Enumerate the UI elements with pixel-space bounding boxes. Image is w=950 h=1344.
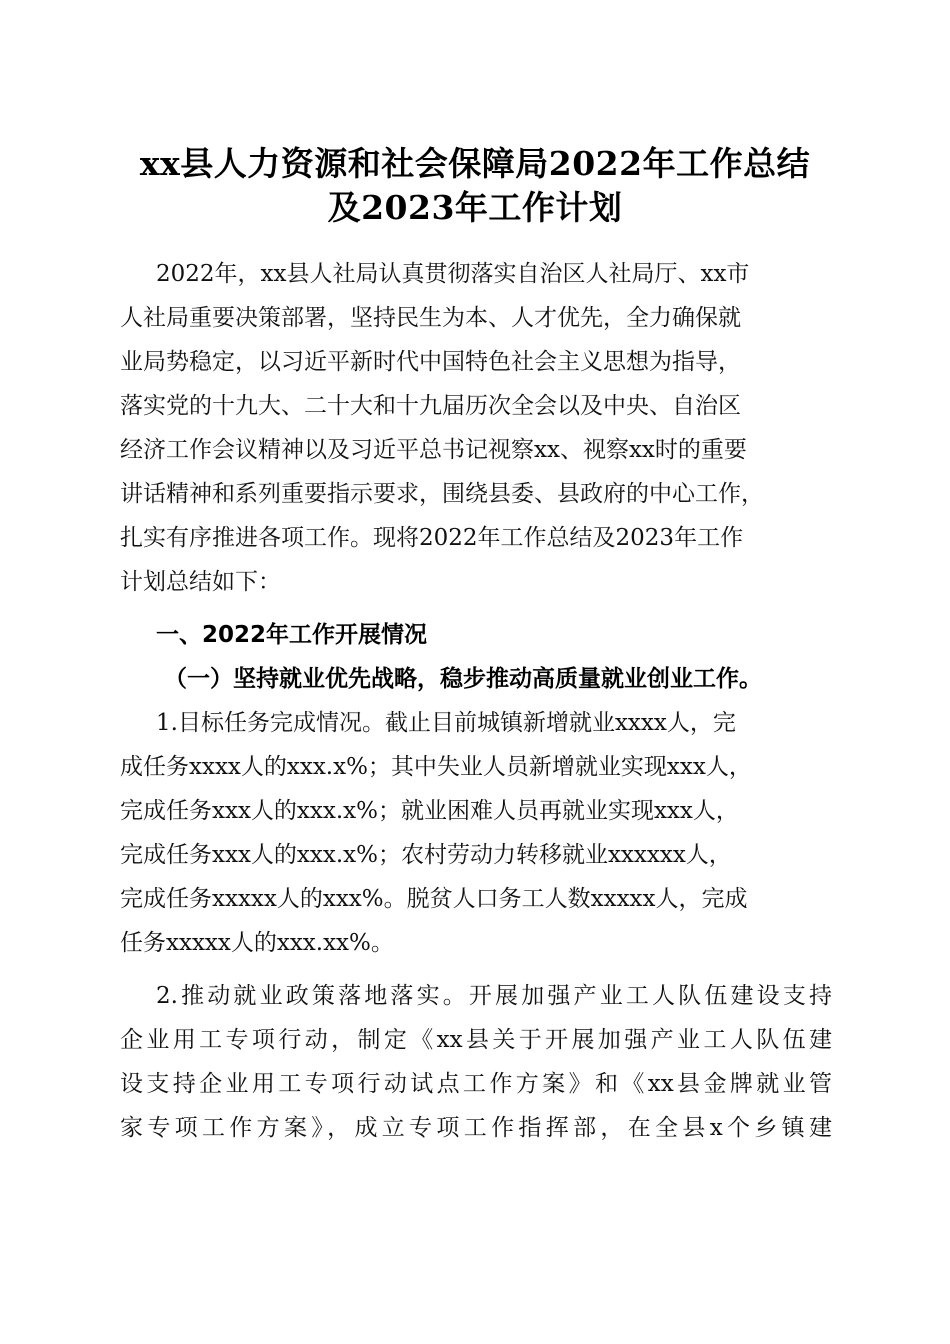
document-title [100, 142, 850, 230]
text-line: 任务xxxxx人的xxx.xx%。 [120, 930, 394, 956]
text-line: 经济工作会议精神以及习近平总书记视察xx、视察xx时的重要 [120, 437, 747, 463]
text-line: 扎实有序推进各项工作。现将2022年工作总结及2023年工作 [120, 525, 744, 551]
paragraph-target-tasks [120, 701, 832, 965]
text-line: 家专项工作方案》，成立专项工作指挥部，在全县x个乡镇建 [120, 1115, 832, 1141]
text-line: 企业用工专项行动，制定《xx县关于开展加强产业工人队伍建 [120, 1027, 832, 1053]
section-heading-1: 一、2022年工作开展情况 [156, 622, 428, 648]
paragraph-employment-policy [120, 974, 832, 1150]
title-line-1: xx县人力资源和社会保障局2022年工作总结 [139, 144, 811, 183]
text-line: 2.推动就业政策落地落实。开展加强产业工人队伍建设支持 [156, 983, 832, 1009]
text-line: 完成任务xxx人的xxx.x%；就业困难人员再就业实现xxx人， [120, 798, 739, 824]
text-line: 计划总结如下： [120, 569, 281, 595]
text-line: 1.目标任务完成情况。截止目前城镇新增就业xxxx人，完 [156, 710, 736, 736]
document-body [120, 252, 832, 1150]
text-line: 业局势稳定，以习近平新时代中国特色社会主义思想为指导， [120, 349, 741, 375]
text-line: 完成任务xxx人的xxx.x%；农村劳动力转移就业xxxxxx人， [120, 842, 732, 868]
section-heading-2: （一）坚持就业优先战略，稳步推动高质量就业创业工作。 [164, 665, 762, 692]
text-line: 落实党的十九大、二十大和十九届历次全会以及中央、自治区 [120, 393, 741, 419]
text-line: 完成任务xxxxx人的xxx%。脱贫人口务工人数xxxxx人，完成 [120, 886, 748, 912]
text-line: 2022年，xx县人社局认真贯彻落实自治区人社局厅、xx市 [156, 261, 750, 287]
title-line-2: 及2023年工作计划 [327, 188, 623, 227]
text-line: 讲话精神和系列重要指示要求，围绕县委、县政府的中心工作， [120, 481, 764, 507]
intro-paragraph [120, 252, 832, 604]
text-line: 人社局重要决策部署，坚持民生为本、人才优先，全力确保就 [120, 305, 741, 331]
text-line: 成任务xxxx人的xxx.x%；其中失业人员新增就业实现xxx人， [120, 754, 752, 780]
text-line: 设支持企业用工专项行动试点工作方案》和《xx县金牌就业管 [120, 1071, 832, 1097]
